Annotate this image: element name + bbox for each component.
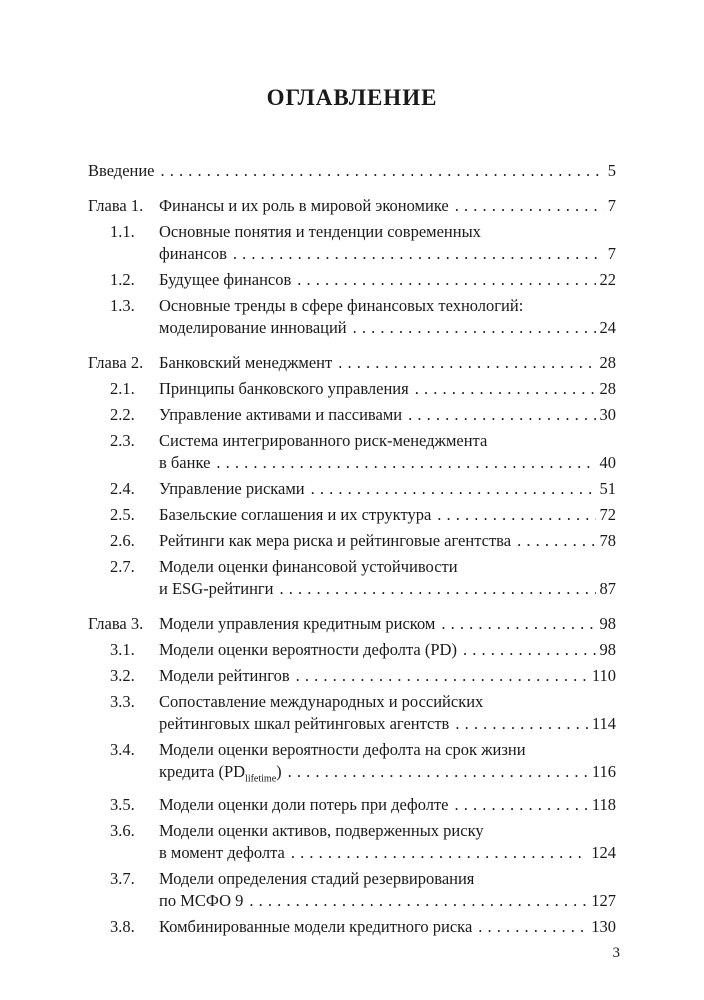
toc-page-number: 7 [607,244,616,263]
toc-entry-chapter-2 [88,352,616,374]
toc-page-number: 124 [591,843,616,863]
toc-entry-3-6 [88,820,616,864]
page-title: ОГЛАВЛЕНИЕ [266,85,438,110]
toc-number: 2.2. [110,405,135,424]
toc-entry-2-5 [88,504,616,526]
toc-entry-title-cont: моделирование инноваций [159,318,347,337]
page-number: 3 [612,945,620,961]
toc-entry-2-6 [88,530,616,552]
toc-entry-2-7 [88,556,616,600]
toc-entry-title-cont: в момент дефолта [159,843,285,863]
toc-number: 1.2. [110,270,135,289]
toc-entry-1-2 [88,269,616,291]
table-of-contents [88,160,616,938]
toc-page-number: 130 [591,917,616,937]
toc-entry-2-1 [88,378,616,400]
toc-entry-3-5 [88,794,616,816]
toc-entry-title: Модели оценки доли потерь при дефолте [159,795,449,815]
toc-number: 3.6. [110,821,135,841]
toc-page-number: 51 [599,479,616,498]
toc-entry-title: Будущее финансов [159,270,292,289]
toc-number: 3.4. [110,740,135,759]
toc-page-number: 78 [599,531,616,550]
toc-page-number: 110 [591,666,616,685]
toc-number: 2.7. [110,557,135,576]
subscript: lifetime [245,773,277,785]
toc-entry-1-1 [88,221,616,265]
toc-entry-intro [88,160,616,182]
toc-number: 3.8. [110,917,135,937]
toc-page-number: 98 [599,640,616,659]
toc-entry-title: Модели определения стадий резервирования [159,869,475,889]
toc-entry-title-cont: кредита $(PD_{lifetime})$ [159,762,282,785]
toc-page-number: 116 [591,762,616,781]
toc-entry-title: Управление активами и пассивами [159,405,403,424]
toc-number: 3.5. [110,795,135,815]
toc-entry-title: Сопоставление международных и российских [159,692,484,711]
toc-entry-title: Модели оценки финансовой устойчивости [159,557,458,576]
toc-page-number: 98 [599,614,616,633]
toc-entry-title: Принципы банковского управления [159,379,409,398]
toc-entry-1-3 [88,295,616,339]
toc-entry-title: Модели оценки активов, подверженных риску [159,821,484,841]
toc-number: Глава 1. [88,196,144,215]
toc-page-number: 28 [599,379,616,398]
toc-entry-title-cont: рейтинговых шкал рейтинговых агентств [159,714,450,733]
toc-entry-title: Основные понятия и тенденции современных [159,222,481,241]
toc-number: 2.1. [110,379,135,398]
toc-page-number: 30 [599,405,616,424]
toc-entry-title: Основные тренды в сфере финансовых технологий: [159,296,524,315]
toc-number: 3.2. [110,666,135,685]
toc-entry-title-cont: финансов [159,244,227,263]
toc-page-number: 5 [607,161,616,180]
toc-entry-title: Модели управления кредитным риском [159,614,436,633]
toc-entry-title-cont: и ESG-рейтинги [159,579,274,598]
toc-entry-title: Банковский менеджмент [159,353,333,372]
toc-entry-title: Базельские соглашения и их структура [159,505,432,524]
toc-page-number: 114 [591,714,616,733]
toc-number: Глава 3. [88,614,144,633]
toc-entry-title: Введение [88,161,155,180]
toc-page-number: 72 [599,505,616,524]
toc-page-number: 22 [599,270,616,289]
toc-entry-2-3 [88,430,616,474]
toc-number: 2.3. [110,431,135,450]
toc-number: 3.3. [110,692,135,711]
toc-number: 1.1. [110,222,135,241]
toc-page-number: 118 [591,795,616,815]
toc-entry-title: Комбинированные модели кредитного риска [159,917,473,937]
toc-entry-2-2 [88,404,616,426]
toc-page-number: 40 [599,453,616,472]
toc-entry-title: Система интегрированного риск-менеджмента [159,431,488,450]
toc-entry-title: Управление рисками [159,479,305,498]
toc-number: 3.7. [110,869,135,889]
toc-entry-3-3 [88,691,616,735]
toc-entry-title: Модели оценки вероятности дефолта (PD) [159,640,457,659]
toc-entry-3-7 [88,868,616,912]
toc-entry-title: Финансы и их роль в мировой экономике [159,196,449,215]
toc-entry-3-2 [88,665,616,687]
toc-entry-title-cont: в банке [159,453,211,472]
toc-entry-chapter-3 [88,613,616,635]
toc-page-number: 24 [599,318,616,337]
toc-entry-3-1 [88,639,616,661]
toc-entry-title: Модели рейтингов [159,666,290,685]
toc-number: 2.6. [110,531,135,550]
toc-number: 2.4. [110,479,135,498]
toc-entry-title-cont: по МСФО 9 [159,891,244,911]
toc-page-number: 87 [599,579,616,598]
toc-page-number: 127 [591,891,616,911]
toc-number: Глава 2. [88,353,144,372]
toc-number: 2.5. [110,505,135,524]
toc-entry-3-8 [88,916,616,938]
toc-entry-title: Рейтинги как мера риска и рейтинговые агентства [159,531,512,550]
toc-number: 1.3. [110,296,135,315]
toc-entry-3-4 [88,739,616,790]
toc-page-number: 7 [607,196,616,215]
toc-entry-chapter-1 [88,195,616,217]
toc-entry-title: Модели оценки вероятности дефолта на срок жизни [159,740,526,759]
toc-page-number: 28 [599,353,616,372]
toc-number: 3.1. [110,640,135,659]
toc-entry-2-4 [88,478,616,500]
